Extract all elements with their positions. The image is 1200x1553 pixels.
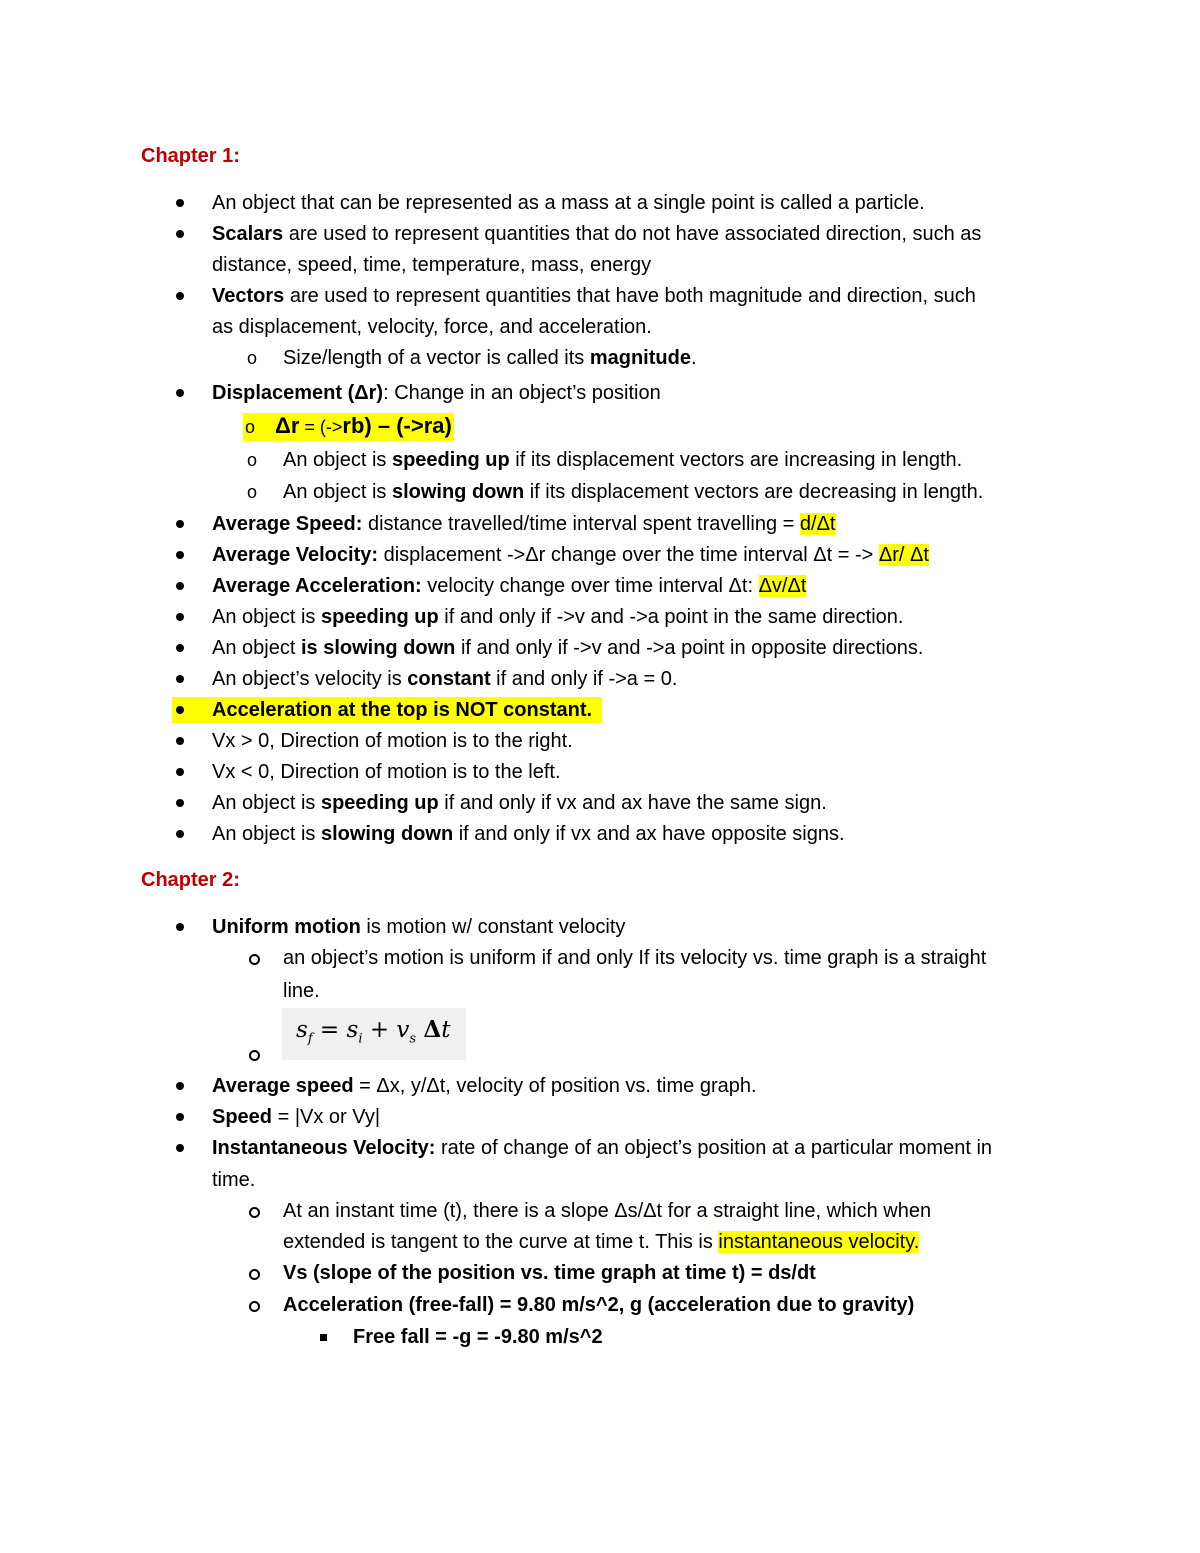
bullet-icon [176, 292, 184, 300]
sub-bullet-icon: o [247, 450, 258, 470]
list-item: An object that can be represented as a mass at a single point is called a particle. [212, 192, 925, 214]
list-item: Vx < 0, Direction of motion is to the left. [212, 761, 561, 783]
sub-list-item: Size/length of a vector is called its magnitude. [283, 347, 697, 369]
chapter-1-heading: Chapter 1: [141, 145, 240, 167]
list-item-continuation: time. [212, 1169, 256, 1191]
bullet-icon [176, 520, 184, 528]
list-item: Average Speed: distance travelled/time interval spent travelling = d/Δt [212, 513, 836, 535]
bullet-icon [176, 644, 184, 652]
sub-bullet-icon: o [247, 348, 258, 368]
list-item: Average Velocity: displacement ->Δr change over the time interval Δt = -> Δr/ Δt [212, 544, 929, 566]
highlighted-formula: o Δr = (->rb) – (->ra) [243, 413, 454, 441]
list-item: Average speed = Δx, y/Δt, velocity of position vs. time graph. [212, 1075, 757, 1097]
sub-bullet-icon [249, 1050, 260, 1061]
list-item: Average Acceleration: velocity change over time interval Δt: Δv/Δt [212, 575, 807, 597]
list-item: Uniform motion is motion w/ constant velocity [212, 916, 626, 938]
list-item: Scalars are used to represent quantities that do not have associated direction, such as [212, 223, 982, 245]
bullet-icon [176, 830, 184, 838]
sub-bullet-icon: o [247, 482, 258, 502]
sub-list-item: an object’s motion is uniform if and only If its velocity vs. time graph is a straight [283, 947, 987, 969]
sub-bullet-icon [249, 1207, 260, 1218]
uniform-motion-formula: $s_f = s_i + v_s$ Δt [296, 1016, 451, 1047]
square-bullet-icon [320, 1334, 327, 1341]
bullet-icon [176, 737, 184, 745]
chapter-2-heading: Chapter 2: [141, 869, 240, 891]
bullet-icon [176, 389, 184, 397]
bullet-icon [176, 799, 184, 807]
bullet-icon [176, 582, 184, 590]
sub-list-item-continuation: line. [283, 980, 320, 1002]
list-item: An object is slowing down if and only if ->v and ->a point in opposite directions. [212, 637, 924, 659]
sub-list-item: At an instant time (t), there is a slope Δs/Δt for a straight line, which when [283, 1200, 932, 1222]
sub-list-item-continuation: extended is tangent to the curve at time t. This is instantaneous velocity. [283, 1231, 920, 1253]
list-item: An object’s velocity is constant if and only if ->a = 0. [212, 668, 678, 690]
sub-list-item: An object is slowing down if its displacement vectors are decreasing in length. [283, 481, 984, 503]
list-item: An object is speeding up if and only if ->v and ->a point in the same direction. [212, 606, 904, 628]
list-item-continuation: as displacement, velocity, force, and acceleration. [212, 316, 652, 338]
sub-list-item: Vs (slope of the position vs. time graph at time t) = ds/dt [283, 1262, 816, 1284]
sub-list-item: An object is speeding up if its displacement vectors are increasing in length. [283, 449, 963, 471]
list-item: Instantaneous Velocity: rate of change of an object’s position at a particular moment in [212, 1137, 993, 1159]
list-item: Acceleration at the top is NOT constant. [212, 699, 593, 721]
bullet-icon [176, 1144, 184, 1152]
bullet-icon [176, 706, 184, 714]
sub-sub-list-item: Free fall = -g = -9.80 m/s^2 [353, 1326, 603, 1348]
sub-bullet-icon [249, 1269, 260, 1280]
bullet-icon [176, 613, 184, 621]
bullet-icon [176, 230, 184, 238]
bullet-icon [176, 1082, 184, 1090]
list-item: An object is slowing down if and only if vx and ax have opposite signs. [212, 823, 845, 845]
list-item: Vx > 0, Direction of motion is to the right. [212, 730, 573, 752]
list-item: Displacement (Δr): Change in an object’s position [212, 382, 661, 404]
list-item-continuation: distance, speed, time, temperature, mass, energy [212, 254, 652, 276]
bullet-icon [176, 1113, 184, 1121]
list-item: Speed = |Vx or Vy| [212, 1106, 381, 1128]
bullet-icon [176, 675, 184, 683]
sub-bullet-icon [249, 954, 260, 965]
sub-bullet-icon [249, 1301, 260, 1312]
bullet-icon [176, 768, 184, 776]
list-item: Vectors are used to represent quantities that have both magnitude and direction, such [212, 285, 976, 307]
list-item: An object is speeding up if and only if vx and ax have the same sign. [212, 792, 827, 814]
bullet-icon [176, 199, 184, 207]
bullet-icon [176, 923, 184, 931]
sub-list-item: Acceleration (free-fall) = 9.80 m/s^2, g (acceleration due to gravity) [283, 1294, 915, 1316]
bullet-icon [176, 551, 184, 559]
